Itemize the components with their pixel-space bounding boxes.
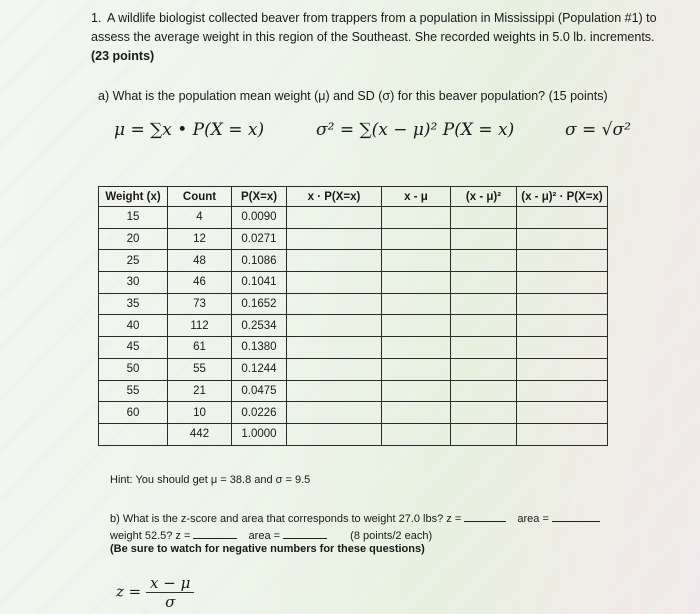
part-b-line-1 (110, 509, 600, 525)
cell-blank[interactable] (287, 207, 382, 229)
cell-prob: 0.1380 (232, 337, 287, 359)
table-row (99, 272, 608, 294)
table-row (99, 228, 608, 250)
cell-blank[interactable] (287, 380, 382, 402)
table-row (99, 293, 608, 315)
cell-weight: 50 (99, 358, 168, 380)
z-score-formula (116, 574, 194, 611)
header-count: Count (168, 187, 232, 207)
table-header-row (99, 187, 608, 207)
cell-blank[interactable] (382, 423, 451, 445)
question-number: 1. (91, 11, 102, 25)
cell-prob: 0.0090 (232, 207, 287, 229)
question-line-2: assess the average weight in this region of the Southeast. She recorded weights in 5.0 lb. increments. (91, 30, 655, 44)
header-deviation-squared: (x - μ)² (451, 187, 517, 207)
cell-blank[interactable] (517, 207, 608, 229)
cell-blank[interactable] (517, 228, 608, 250)
cell-blank[interactable] (287, 293, 382, 315)
cell-prob: 0.0226 (232, 402, 287, 424)
z-formula-numerator: x − μ (146, 574, 194, 593)
cell-prob: 0.0271 (232, 228, 287, 250)
cell-blank[interactable] (451, 315, 517, 337)
total-prob: 1.0000 (232, 423, 287, 445)
cell-blank[interactable] (517, 358, 608, 380)
cell-blank[interactable] (382, 402, 451, 424)
cell-weight: 45 (99, 337, 168, 359)
cell-blank[interactable] (382, 272, 451, 294)
cell-empty (99, 423, 168, 445)
mean-formula: μ = ∑x • P(X = x) (114, 120, 265, 140)
cell-blank[interactable] (517, 293, 608, 315)
sd-formula: σ = √σ² (565, 120, 631, 140)
z-formula-fraction (146, 574, 194, 611)
cell-prob: 0.2534 (232, 315, 287, 337)
cell-blank[interactable] (382, 337, 451, 359)
table-row (99, 315, 608, 337)
cell-weight: 55 (99, 380, 168, 402)
cell-count: 112 (168, 315, 232, 337)
cell-weight: 60 (99, 402, 168, 424)
negative-warning: (Be sure to watch for negative numbers for these questions) (110, 543, 425, 555)
area-label-1: area = (517, 513, 549, 525)
question-line-1: A wildlife biologist collected beaver from trappers from a population in Mississippi (Population #1) to (107, 11, 657, 25)
table-row (99, 207, 608, 229)
cell-blank[interactable] (287, 228, 382, 250)
cell-blank[interactable] (287, 337, 382, 359)
cell-blank[interactable] (451, 228, 517, 250)
cell-blank[interactable] (517, 423, 608, 445)
cell-count: 12 (168, 228, 232, 250)
cell-count: 73 (168, 293, 232, 315)
area-answer-blank-2[interactable] (283, 526, 327, 539)
cell-blank[interactable] (382, 380, 451, 402)
cell-blank[interactable] (451, 293, 517, 315)
cell-weight: 40 (99, 315, 168, 337)
cell-blank[interactable] (451, 380, 517, 402)
table-row (99, 402, 608, 424)
header-weight: Weight (x) (99, 187, 168, 207)
cell-blank[interactable] (287, 272, 382, 294)
cell-count: 46 (168, 272, 232, 294)
part-a-prompt: a) What is the population mean weight (μ) and SD (σ) for this beaver population? (15 points) (98, 89, 608, 103)
cell-blank[interactable] (517, 380, 608, 402)
cell-prob: 0.1041 (232, 272, 287, 294)
z-formula-lhs: z = (116, 582, 142, 601)
header-x-minus-mu: x - μ (382, 187, 451, 207)
cell-blank[interactable] (287, 250, 382, 272)
cell-blank[interactable] (287, 358, 382, 380)
header-prob: P(X=x) (232, 187, 287, 207)
cell-weight: 35 (99, 293, 168, 315)
cell-blank[interactable] (382, 315, 451, 337)
cell-blank[interactable] (382, 250, 451, 272)
hint-text: Hint: You should get μ = 38.8 and σ = 9.5 (110, 474, 311, 486)
cell-blank[interactable] (382, 228, 451, 250)
cell-blank[interactable] (287, 402, 382, 424)
cell-blank[interactable] (451, 207, 517, 229)
cell-blank[interactable] (382, 293, 451, 315)
cell-blank[interactable] (451, 358, 517, 380)
cell-blank[interactable] (451, 423, 517, 445)
cell-count: 61 (168, 337, 232, 359)
cell-weight: 30 (99, 272, 168, 294)
cell-blank[interactable] (517, 402, 608, 424)
part-b-line-2 (110, 526, 432, 542)
part-b-question-2: weight 52.5? z = (110, 530, 191, 542)
header-x-times-prob: x · P(X=x) (287, 187, 382, 207)
cell-blank[interactable] (451, 402, 517, 424)
cell-blank[interactable] (451, 337, 517, 359)
cell-blank[interactable] (382, 207, 451, 229)
table-row (99, 337, 608, 359)
cell-prob: 0.0475 (232, 380, 287, 402)
cell-count: 55 (168, 358, 232, 380)
table-row (99, 380, 608, 402)
area-label-2: area = (248, 530, 281, 542)
cell-count: 10 (168, 402, 232, 424)
part-b-points: (8 points/2 each) (350, 530, 433, 542)
variance-formula: σ² = ∑(x − μ)² P(X = x) (316, 120, 515, 140)
table-row (99, 250, 608, 272)
table-total-row (99, 423, 608, 445)
cell-prob: 0.1086 (232, 250, 287, 272)
cell-weight: 25 (99, 250, 168, 272)
cell-weight: 20 (99, 228, 168, 250)
cell-blank[interactable] (451, 250, 517, 272)
z-answer-blank-2[interactable] (193, 526, 237, 539)
cell-weight: 15 (99, 207, 168, 229)
cell-prob: 0.1652 (232, 293, 287, 315)
total-count: 442 (168, 423, 232, 445)
cell-blank[interactable] (287, 315, 382, 337)
cell-blank[interactable] (517, 272, 608, 294)
cell-count: 21 (168, 380, 232, 402)
cell-prob: 0.1244 (232, 358, 287, 380)
cell-count: 4 (168, 207, 232, 229)
cell-blank[interactable] (517, 315, 608, 337)
cell-blank[interactable] (287, 423, 382, 445)
table-row (99, 358, 608, 380)
cell-blank[interactable] (451, 272, 517, 294)
cell-blank[interactable] (517, 337, 608, 359)
cell-count: 48 (168, 250, 232, 272)
z-formula-denominator: σ (165, 593, 176, 611)
cell-blank[interactable] (517, 250, 608, 272)
part-b-question-1: b) What is the z-score and area that corresponds to weight 27.0 lbs? z = (110, 513, 462, 525)
header-weighted-deviation: (x - μ)² · P(X=x) (517, 187, 608, 207)
question-points: (23 points) (91, 49, 155, 63)
cell-blank[interactable] (382, 358, 451, 380)
probability-table (98, 186, 608, 446)
area-answer-blank-1[interactable] (552, 509, 600, 522)
z-answer-blank-1[interactable] (464, 509, 506, 522)
